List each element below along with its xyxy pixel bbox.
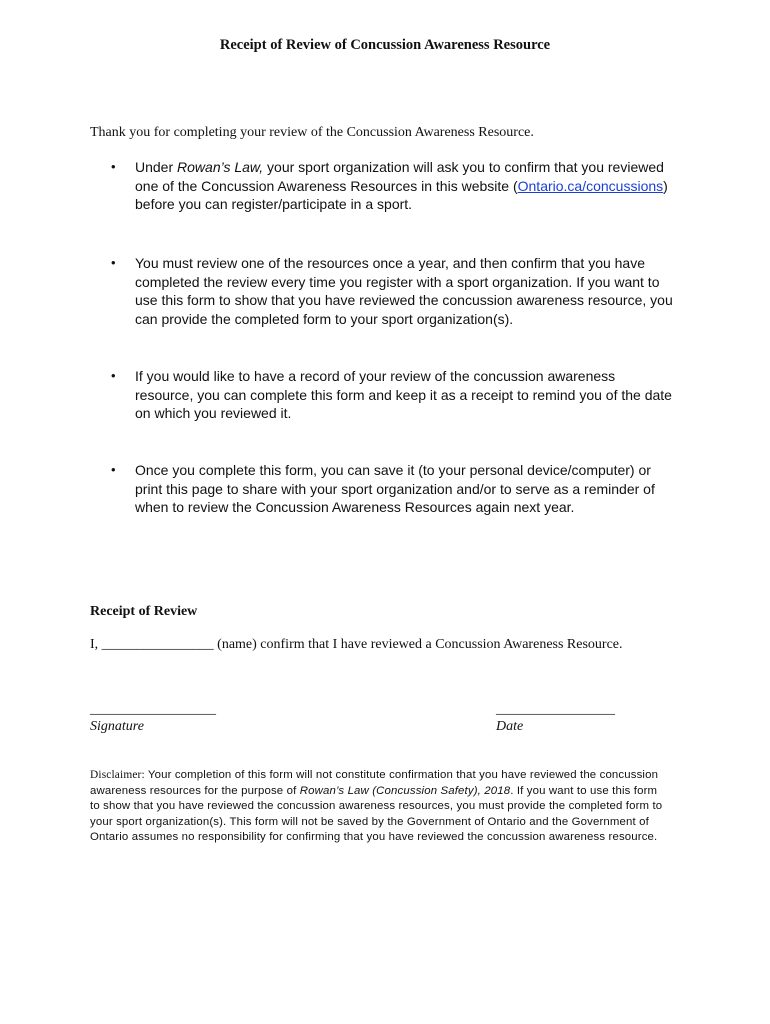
ontario-concussions-link[interactable]: Ontario.ca/concussions xyxy=(517,177,664,194)
intro-text: Thank you for completing your review of the Concussion Awareness Resource. xyxy=(90,125,534,140)
disclaimer-label: Disclaimer: xyxy=(90,769,145,781)
date-field[interactable]: _________________ xyxy=(496,702,615,717)
bullet-text: Once you complete this form, you can save it (to your personal device/computer) or print this page to share with your sport organization and/or to serve as a reminder of when to review the Concussion Awareness Resources again next year. xyxy=(135,462,655,516)
bullet-text: If you would like to have a record of your review of the concussion awareness resource, you can complete this form and keep it as a receipt to remind you of the date on which you reviewed it. xyxy=(135,368,672,422)
bullet-icon: • xyxy=(111,368,116,383)
bullet-icon: • xyxy=(111,462,116,477)
signature-label: Signature xyxy=(90,719,144,734)
page-title: Receipt of Review of Concussion Awareness Resource xyxy=(219,37,551,53)
rowans-law-text: Rowan’s Law, xyxy=(177,159,264,175)
bullet-icon: • xyxy=(111,159,116,174)
date-label: Date xyxy=(496,719,524,734)
bullet-icon: • xyxy=(111,255,116,270)
bullet-text: Under Rowan’s Law, your sport organization will ask you to confirm that you reviewed one of the Concussion Awareness Resources in this website (Ontario.ca/concussions) before you can register/participate in a sport. xyxy=(135,159,668,213)
disclaimer-text: Disclaimer: Your completion of this form will not constitute confirmation that you have reviewed the concussion awareness resources for the purpose of Rowan’s Law (Concussion Safety), 2018. If you want to use this form to show that you have reviewed the concussion awareness resources, you must provide the completed form to your sport organization(s). This form will not be saved by the Government of Ontario and the Government of Ontario assumes no responsibility for confirming that you have reviewed the concussion awareness resource. xyxy=(90,769,663,844)
receipt-heading: Receipt of Review xyxy=(90,604,198,619)
signature-field[interactable]: __________________ xyxy=(90,702,216,717)
bullet-text: You must review one of the resources once a year, and then confirm that you have completed the review every time you register with a sport organization. If you want to use this form to show that you have reviewed the concussion awareness resource, you can provide the completed form to your sport organization(s). xyxy=(135,255,673,327)
name-confirmation-line[interactable]: I, ________________ (name) confirm that I have reviewed a Concussion Awareness Resource. xyxy=(90,637,623,652)
rowans-law-act-text: Rowan’s Law (Concussion Safety), 2018 xyxy=(299,784,511,797)
